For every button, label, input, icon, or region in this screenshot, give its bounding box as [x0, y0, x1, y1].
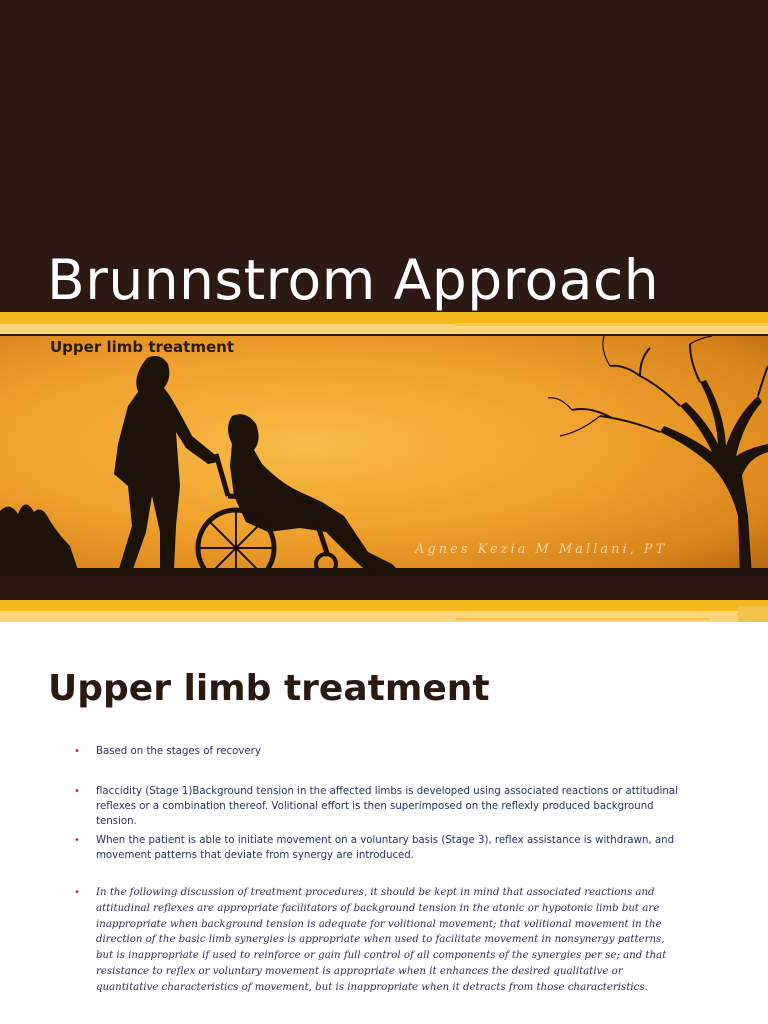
content-slide [0, 630, 768, 1024]
bullet-icon: • [74, 887, 80, 898]
top-accent-line [455, 323, 768, 326]
bottom-accent-block [738, 606, 768, 622]
list-item [74, 744, 684, 759]
bullet-text: Based on the stages of recovery [96, 746, 261, 757]
slide-heading: Upper limb treatment [48, 668, 490, 709]
banner-caption: Upper limb treatment [50, 338, 235, 356]
list-item [74, 885, 684, 996]
bullet-text: flaccidity (Stage 1)Background tension in the affected limbs is developed using associated reactions or attitudinal reflexes or a combination thereof. Volitional effort is then superimposed on the reflexly produced background tension. [96, 786, 678, 827]
bullet-icon: • [74, 786, 80, 797]
bullet-text: When the patient is able to initiate movement on a voluntary basis (Stage 3), reflex assistance is withdrawn, and movement patterns that deviate from synergy are introduced. [96, 835, 675, 861]
bullet-text: In the following discussion of treatment procedures, it should be kept in mind that associated reactions and attitudinal reflexes are appropriate facilitators of background tension in the atonic or hypotonic limb but are inappropriate when background tension is adequate for volitional movement; that volitional movement in the direction of the basic limb synergies is appropriate when used to facilitate movement in nonsynergy patterns, but is inappropriate if used to reinforce or gain full control of all components of the synergies per se; and that resistance to reflex or voluntary movement is appropriate when it enhances the desired qualitative or quantitative characteristics of movement, but is inappropriate when it detracts from those characteristics. [96, 887, 667, 993]
wheelchair-silhouette-illustration [0, 336, 768, 576]
list-item [74, 833, 684, 863]
list-item [74, 784, 684, 829]
bottom-accent-line [455, 618, 710, 620]
signature-watermark: Agnes Kezia M Mallani, PT [415, 542, 668, 557]
slide-title: Brunnstrom Approach [47, 248, 660, 312]
bottom-accent-stripe-light [0, 611, 768, 622]
bottom-accent-stripe [0, 600, 768, 611]
banner-image [0, 336, 768, 576]
bullet-icon: • [74, 835, 80, 846]
bullet-icon: • [74, 746, 80, 757]
